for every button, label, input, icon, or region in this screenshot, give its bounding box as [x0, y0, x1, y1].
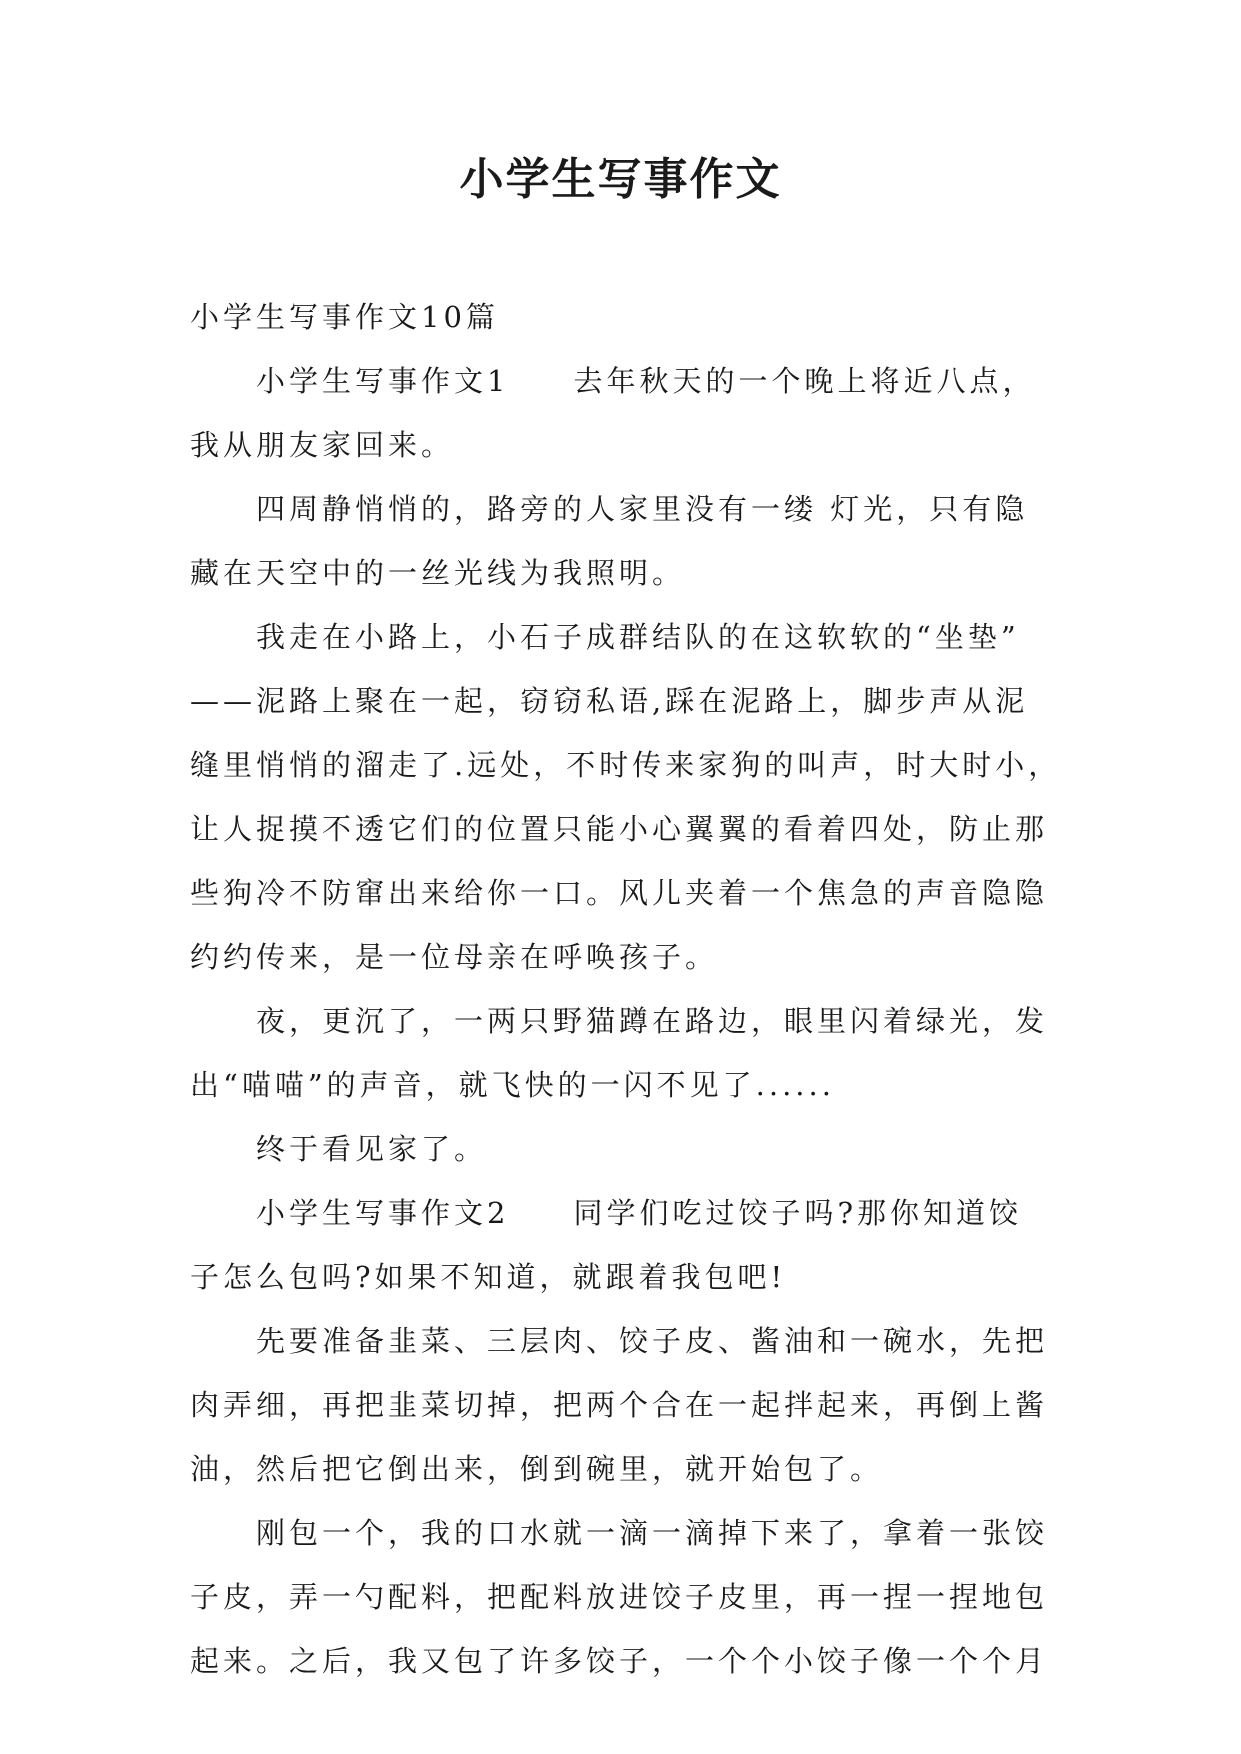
paragraph-line: 约约传来，是一位母亲在呼唤孩子。	[190, 940, 719, 974]
paragraph-line	[190, 1181, 1070, 1245]
paragraph	[190, 989, 1070, 1117]
paragraph	[190, 1181, 1070, 1309]
paragraph-line: 起来。之后，我又包了许多饺子，一个个小饺子像一个个月	[190, 1644, 1049, 1678]
paragraph-line: 子怎么包吗?如果不知道，就跟着我包吧!	[190, 1260, 787, 1294]
paragraph-line: 让人捉摸不透它们的位置只能小心翼翼的看着四处，防止那	[190, 812, 1049, 846]
paragraph-line: 终于看见家了。	[256, 1132, 488, 1166]
paragraph-line: ——泥路上聚在一起，窃窃私语,踩在泥路上，脚步声从泥	[190, 684, 1029, 718]
line-text: 同学们吃过饺子吗?那你知道饺	[573, 1196, 1023, 1230]
paragraph-line: 刚包一个，我的口水就一滴一滴掉下来了，拿着一张饺	[256, 1516, 1049, 1550]
paragraph	[190, 1501, 1070, 1693]
paragraph-line	[190, 349, 1070, 413]
section-heading: 小学生写事作文2	[256, 1196, 510, 1230]
paragraph-line: 出“喵喵”的声音，就飞快的一闪不见了......	[190, 1068, 835, 1102]
line-text: 去年秋天的一个晚上将近八点，	[573, 364, 1036, 398]
paragraph-line: 藏在天空中的一丝光线为我照明。	[190, 556, 686, 590]
paragraph-line: 先要准备韭菜、三层肉、饺子皮、酱油和一碗水，先把	[256, 1324, 1049, 1358]
paragraph-line: 缝里悄悄的溜走了.远处，不时传来家狗的叫声，时大时小，	[190, 748, 1062, 782]
paragraph	[190, 605, 1070, 989]
section-heading: 小学生写事作文1	[256, 364, 510, 398]
paragraph	[190, 1117, 1070, 1181]
paragraph	[190, 349, 1070, 477]
paragraph-line: 夜，更沉了，一两只野猫蹲在路边，眼里闪着绿光，发	[256, 1004, 1049, 1038]
paragraph	[190, 1309, 1070, 1501]
paragraph-line: 油，然后把它倒出来，倒到碗里，就开始包了。	[190, 1452, 884, 1486]
paragraph-line: 子皮，弄一勺配料，把配料放进饺子皮里，再一捏一捏地包	[190, 1580, 1049, 1614]
paragraph-line: 我从朋友家回来。	[190, 428, 455, 462]
paragraph	[190, 477, 1070, 605]
paragraph-line: 四周静悄悄的，路旁的人家里没有一缕 灯光，只有隐	[256, 492, 1029, 526]
paragraph-line: 我走在小路上，小石子成群结队的在这软软的“坐垫”	[256, 620, 1020, 654]
paragraph-line: 些狗冷不防窜出来给你一口。风儿夹着一个焦急的声音隐隐	[190, 876, 1049, 910]
document-title: 小学生写事作文	[459, 154, 782, 205]
paragraph-line: 肉弄细，再把韭菜切掉，把两个合在一起拌起来，再倒上酱	[190, 1388, 1049, 1422]
document-subtitle: 小学生写事作文10篇	[190, 300, 499, 334]
document-body	[190, 285, 1070, 1693]
